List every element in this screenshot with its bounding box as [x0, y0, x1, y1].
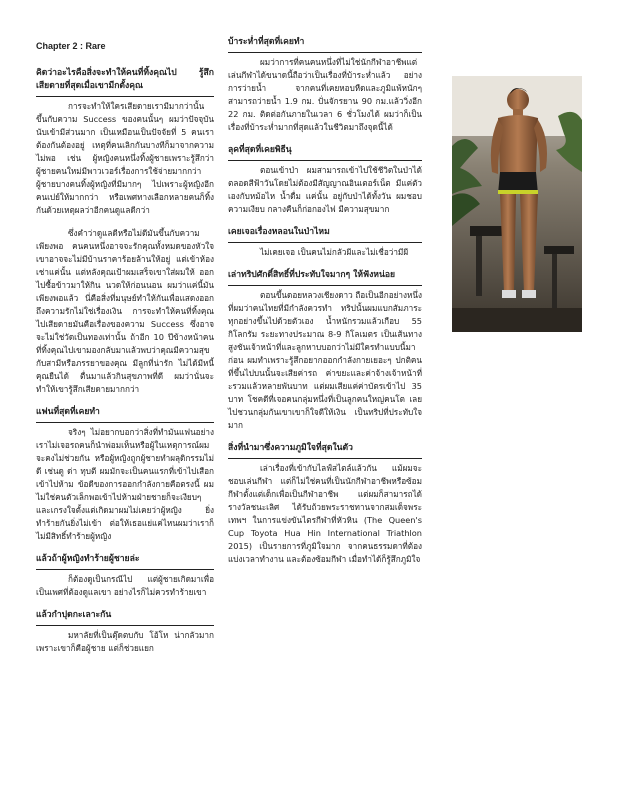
paragraph: การจะทำให้ใครเสียดายเรามีมากว่านั้นขึ้นกับความ Success ของคนนั้นๆ ผมว่าปัจจุบันนับเข้ามีส่วนมาก เป็นเหมือนเป็นปัจจัยที่ 5 คนเราต้องกันต้องอยู่ เหตุที่คนเลิกกันบางทีก็มาจากความไม่พอ เช่น ผู้หญิงคนหนึ่งทิ้งผู้ชายเพราะรู้สึกว่าผู้ชายคนใหม่มีพาวเวอร์เรื่องการใช้จ่ายมากกว่า ผู้ชายบางคนทิ้งผู้หญิงที่มีมากๆ ไปเพราะผู้หญิงอีกคนเปย์ให้มากกว่า หรือเพศทางเลือกหลายคนก็ทิ้งกันด้วยเหตุผลว่าอีกคนดูแลดีกว่า — [36, 101, 214, 215]
section-heading: เคยเจอเรื่องหลอนในป่าไหม — [228, 226, 422, 243]
paragraph: ซึ่งคำว่าดูแลดีหรือไม่ดีมันขึ้นกับความเพียงพอ คนคนหนึ่งอาจจะรักคุณทั้งหมดของหัวใจ เขาอาจจะไม่มีบ้านราคาร้อยล้านให้อยู่ แต่เข้าห้องเช่าแค่นั้น แต่หลังคุณเป้าผมเสร็จเขาใส่ผมให้ ออกไปซื้อข้าวมาให้กิน นวดให้ก่อนนอน ผมว่าแค่นี้มันเพียงพอแล้ว นี่คือสิ่งที่มนุษย์ทำให้กันเพื่อแสดงออกถึงความรักไม่ใช่เรื่องเงิน การจะทำให้คนที่ทิ้งคุณไปเสียดายมันคือเรื่องของความ Success ซึ่งอาจจะไม่ใช่วัดเป็นทองเท่านั้น ถ้าอีก 10 ปีข้างหน้าคนที่ทิ้งคุณไปเขามองกลับมาแล้วพบว่าคุณมีความสุขกับสามีหรือภรรยาของคุณ มีลูกที่น่ารัก ไม่ได้มีหนี้ คุณยืนได้ ตื่นมาแล้วกินสุขภาพที่ดี ผมว่านั่นจะทำให้เขารู้สึกเสียดายมากกว่า — [36, 228, 214, 394]
section-heading: เล่าทริปศักดิ์สิทธิ์ที่ประทับใจมากๆ ให้ฟังหน่อย — [228, 269, 422, 286]
paragraph: ผมว่าการที่คนคนหนึ่งที่ไม่ใช่นักกีฬาอาชีพแต่เล่นกีฬาได้ขนาดนี้ถือว่าเป็นเรื่องที่บ้าระห่ำแล้ว อย่างการว่ายน้ำ จากคนที่เคยหอบหืดและภูมิแพ้หนักๆ สามารถว่ายน้ำ 1.9 กม. ปั่นจักรยาน 90 กม.แล้ววิ่งอีก 22 กม. ติดต่อกันภายในเวลา 6 ชั่วโมงได้ ผมว่าก็เป็นเรื่องที่บ้าระห่ำมากที่สุดแล้วในชีวิตมาถึงจุดนี้ได้ — [228, 57, 422, 132]
section-heading: คิดว่าอะไรคือสิ่งจะทำให้คนที่ทิ้งคุณไป รู้สึกเสียดายที่สุดเมื่อเขามีกตั้งคุณ — [36, 67, 214, 97]
section-ghost — [228, 226, 422, 259]
section-fight — [36, 609, 214, 655]
section-trip — [228, 269, 422, 432]
section-regret — [36, 67, 214, 396]
paragraph: จริงๆ ไม่อยากบอกว่าสิ่งที่ทำมันแฟนอย่างเราไม่เจอรถคนก็นำพ่อมเห็นหรือผู้ในเหตุการณ์ผมจะคงไม่ช่วยกัน หรือผู้หญิงถูกผู้ชายทำผลุดิกรรมไม่ดี เช่นดู ด่า ทุบตี ผมมักจะเป็นคนแรกที่เข้าไปเสือก เข้าไปห้าม ข้อดีของการออกกำลังกายคือตรงนี้ ผมไม่ใช่คนตัวเล็กพอเข้าไปห้ามฝ่ายชายก็จะเงียบๆ และเกรงใจตั้งแต่เกิดมาผมไม่เคยว่าผู้หญิง ยิ่งทำร้ายกันยิ่งไม่เข้า ต่อให้เธอแย่แค่ไหนผมว่าเราก็ไม่มีสิทธิ์ทำร้ายผู้หญิง — [36, 427, 214, 541]
section-craziest — [228, 36, 422, 134]
paragraph: ไม่เคยเจอ เป็นคนไม่กลัวผีและไม่เชื่อว่ามีผี — [260, 247, 409, 257]
paragraph: มหาลัยที่เป็นตุ๊ดตบกับ โอ้โห น่ากลัวมาก เพราะเขาก็คือผู้ชาย แต่ก็ช่วยแยก — [36, 630, 214, 653]
section-heading: แฟนที่สุดที่เคยทำ — [36, 406, 214, 423]
section-heading: สิ่งที่นำมาซึ่งความภูมิใจที่สุดในตัว — [228, 442, 422, 459]
section-heading: แล้วกำปุดกะเลาะกัน — [36, 609, 214, 626]
left-column — [36, 40, 214, 665]
section-heading: บ้าระห่ำที่สุดที่เคยทำ — [228, 36, 422, 53]
athlete-photo — [452, 76, 582, 332]
paragraph: ก็ต้องดูเป็นกรณีไป แต่ผู้ชายเกิดมาเพื่อเป็นเพศที่ต้องดูแลเขา อย่างไรก็ไม่ควรทำร้ายเขา — [36, 574, 214, 597]
chapter-label: Chapter 2 : Rare — [36, 41, 106, 51]
section-best-look — [228, 144, 422, 216]
right-column — [228, 36, 422, 576]
paragraph: เล่าเรื่องที่เข้ากับไลฟ์สไตล์แล้วกัน แม้ผมจะชอบเล่นกีฬา แต่ก็ไม่ใช่คนที่เป็นนักกีฬาอาชีพหรือซ้อมกีฬาตั้งแต่เด็กเพื่อเป็นกีฬาอาชีพ แต่ผมก็สามารถได้รางวัลชนะเลิศ ได้รับถ้วยพระราชทานจากสมเด็จพระเทพฯ ในการแข่งขันไตรกีฬาที่หัวหิน (The Queen's Cup Toyota Hua Hin International Triathlon 2015) เป็นรายการที่ภูมิใจมาก จากคนธรรมดาที่ต้องแบ่งเวลาทำงาน และต้องซ้อมกีฬา เมื่อทำได้ก็รู้สึกภูมิใจ — [228, 463, 422, 564]
section-heading: แล้วถ้าผู้หญิงทำร้ายผู้ชายล่ะ — [36, 553, 214, 570]
section-woman-hurts-man — [36, 553, 214, 599]
section-pride — [228, 442, 422, 566]
paragraph: ตอนเข้าป่า ผมสามารถเข้าไปใช้ชีวิตในป่าได้ตลอดสีฟ้าวันโดยไม่ต้องมีสัญญาณอินเตอร์เน็ต มีแค่ตัวเองกับหม้อไห น้ำดื่ม แค่นั้น อยู่กับป่าได้ทั้งวัน ผมชอบความเงียบ กลางคืนก็ก่อกองไฟ มีความสุขมาก — [228, 165, 422, 214]
section-heading: ลุคที่สุดที่เคยพิธีนุ — [228, 144, 422, 161]
paragraph: ตอนขึ้นดอยหลวงเชียงดาว ถือเป็นอีกอย่างหนึ่งที่ผมว่าคนไทยที่มีกำลังควรทำ ทริปนั้นผมแบกสัมภาระทุกอย่างขึ้นไปด้วยตัวเอง น้ำหนักรวมแล้วเกือบ 55 กิโลกรัม ระยะทางประมาณ 8-9 กิโลเมตร เป็นเส้นทางสูงชันเจ้าหน้าที่และลูกหาบบอกว่าไม่มีใครทำแบบนี้มาก่อน ผมทำเพราะรู้สึกอยากออกกำลังกายเยอะๆ ปกติคนที่ขึ้นไปบนนั้นจะเสียค่ารถ ค่าขยะและค่าจ้างเจ้าหน้าที่ ะรวมแล้วหลายพันบาท แต่ผมเสียแค่ค่าบัตรเข้าไป 35 บาท โชคดีที่เจอคนกลุ่มหนึ่งที่เป็นลูกคนใหญ่คนโต เลยไปชวนกลุ่มกันเขาเขาก็ใจดีให้เงิน เป็นทริปที่ประทับใจมาก — [228, 290, 422, 430]
section-fan-deed — [36, 406, 214, 543]
